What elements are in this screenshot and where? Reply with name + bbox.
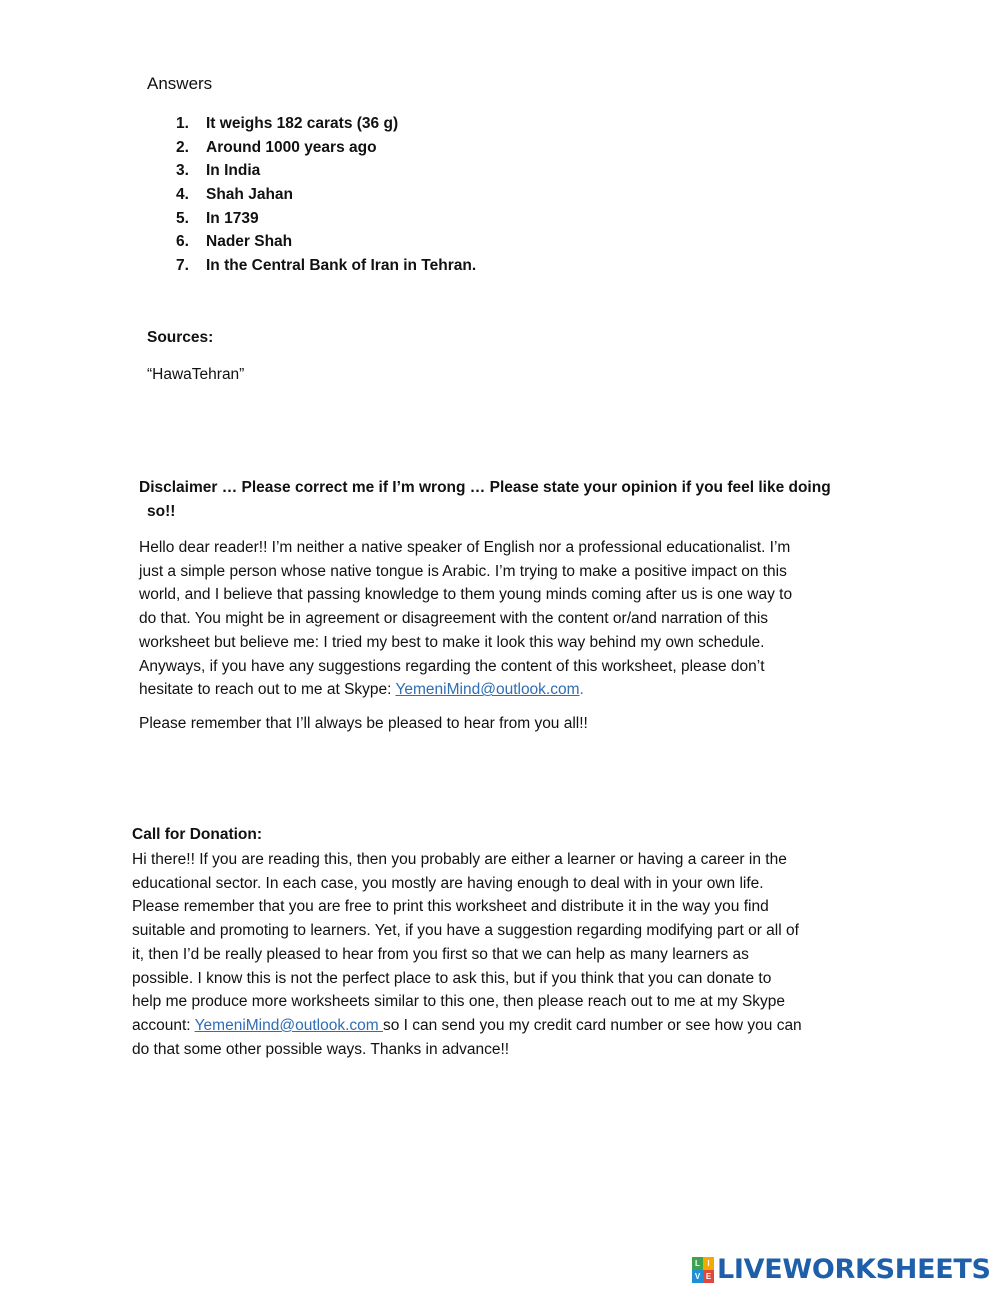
liveworksheets-logo[interactable] — [692, 1254, 991, 1285]
answer-item — [176, 230, 476, 254]
donation-line: it, then I’d be really pleased to hear from you first so that we can help as many learners as — [132, 945, 749, 963]
logo-mark-cell: V — [692, 1270, 703, 1283]
answer-number: 3. — [176, 162, 189, 180]
answer-text: In 1739 — [206, 209, 259, 227]
disclaimer-heading-line1: Disclaimer … Please correct me if I’m wrong … Please state your opinion if you feel like doing — [139, 479, 831, 496]
answer-item — [176, 207, 476, 231]
liveworksheets-logo-text: LIVEWORKSHEETS — [717, 1254, 991, 1285]
answer-text: In India — [206, 162, 261, 180]
answer-text: Shah Jahan — [206, 186, 293, 204]
answer-text: In the Central Bank of Iran in Tehran. — [206, 257, 477, 275]
donation-last-line: do that some other possible ways. Thanks in advance!! — [132, 1040, 510, 1058]
disclaimer-line: worksheet but believe me: I tried my best to make it look this way behind my own schedule. — [139, 633, 765, 651]
disclaimer-last-line — [139, 678, 844, 702]
disclaimer-closing: Please remember that I’ll always be pleased to hear from you all!! — [139, 715, 588, 732]
answer-number: 1. — [176, 115, 189, 132]
logo-mark-cell: L — [692, 1257, 703, 1270]
disclaimer-line: just a simple person whose native tongue is Arabic. I’m trying to make a positive impact on this — [139, 562, 787, 580]
sources-value: “HawaTehran” — [147, 366, 245, 383]
answer-number: 6. — [176, 233, 189, 251]
donation-line: possible. I know this is not the perfect place to ask this, but if you think that you can donate to — [132, 969, 772, 987]
donation-line: educational sector. In each case, you mostly are having enough to deal with in your own life. — [132, 874, 764, 892]
donation-line: Hi there!! If you are reading this, then you probably are either a learner or having a career in the — [132, 851, 787, 868]
answer-item — [176, 254, 476, 278]
liveworksheets-logo-mark — [692, 1257, 714, 1283]
donation-paragraph — [132, 848, 852, 1061]
answer-item — [176, 183, 476, 207]
logo-mark-cell: E — [703, 1270, 714, 1283]
answer-item — [176, 159, 476, 183]
answer-item — [176, 136, 476, 160]
donation-line: suitable and promoting to learners. Yet, if you have a suggestion regarding modifying part or all of — [132, 922, 799, 940]
disclaimer-line: Anyways, if you have any suggestions regarding the content of this worksheet, please don’t — [139, 657, 765, 675]
answer-text: Around 1000 years ago — [206, 138, 377, 156]
answer-number: 5. — [176, 209, 189, 227]
logo-mark-cell: I — [703, 1257, 714, 1270]
disclaimer-heading — [139, 476, 839, 523]
donation-email-link[interactable]: YemeniMind@outlook.com — [194, 1016, 383, 1034]
donation-line: Please remember that you are free to print this worksheet and distribute it in the way you find — [132, 898, 769, 916]
donation-heading: Call for Donation: — [132, 826, 263, 843]
donation-line: help me produce more worksheets similar to this one, then please reach out to me at my Skype — [132, 993, 786, 1011]
answer-text: It weighs 182 carats (36 g) — [206, 115, 399, 132]
answer-item — [176, 112, 476, 136]
disclaimer-paragraph — [139, 536, 844, 702]
sources-heading: Sources: — [147, 329, 214, 346]
disclaimer-line: Hello dear reader!! I’m neither a native speaker of English nor a professional educationalist. I’m — [139, 539, 791, 556]
answer-number: 4. — [176, 186, 189, 204]
disclaimer-skype-prefix: hesitate to reach out to me at Skype: — [139, 681, 396, 699]
answer-number: 7. — [176, 257, 189, 275]
answer-number: 2. — [176, 138, 189, 156]
donation-email-line — [132, 1014, 852, 1038]
answer-text: Nader Shah — [206, 233, 293, 251]
disclaimer-email-link[interactable]: YemeniMind@outlook.com — [395, 681, 580, 699]
disclaimer-line: do that. You might be in agreement or disagreement with the content or/and narration of this — [139, 610, 769, 628]
answers-list — [176, 112, 476, 278]
disclaimer-line: world, and I believe that passing knowledge to them young minds coming after us is one way to — [139, 586, 793, 604]
answers-heading: Answers — [147, 74, 213, 93]
disclaimer-period: . — [579, 681, 584, 699]
donation-account-prefix: account: — [132, 1016, 195, 1034]
disclaimer-heading-line2: so!! — [147, 502, 176, 520]
donation-email-suffix: so I can send you my credit card number or see how you can — [382, 1016, 802, 1034]
